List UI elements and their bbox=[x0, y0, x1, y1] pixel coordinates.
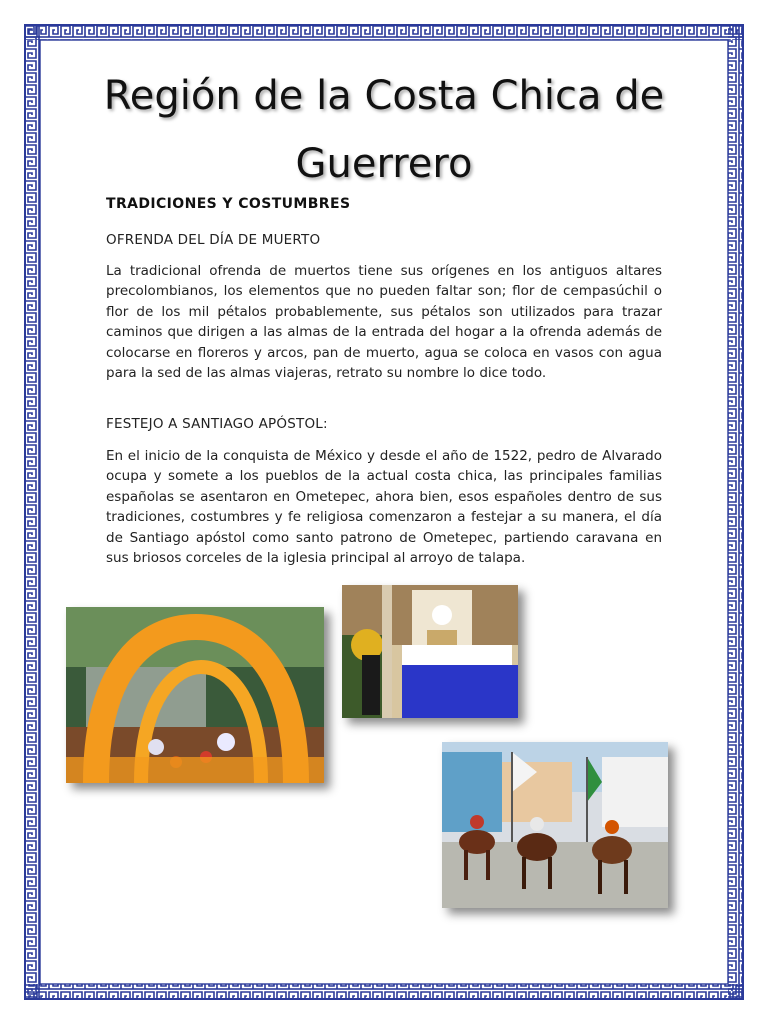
paragraph-ofrenda: La tradicional ofrenda de muertos tiene sus orígenes en los antiguos altares precolombianos, los elementos que no pueden faltar son; flor de cempasúchil o flor de los mil pétalos probablemente, sus pétalos son utilizados para trazar caminos que dirigen a las almas de la entrada del hogar a la ofrenda además de colocarse en floreros y arcos, pan de muerto, agua se coloca en vasos con agua para la sed de las almas viajeras, retrato su nombre lo dice todo. bbox=[106, 263, 662, 382]
section-heading: TRADICIONES Y COSTUMBRES bbox=[106, 196, 351, 212]
church-altar-photo bbox=[342, 585, 518, 718]
page-title: Región de la Costa Chica de Guerrero bbox=[103, 73, 665, 187]
horse-parade-photo bbox=[442, 742, 668, 908]
subheading-ofrenda: OFRENDA DEL DÍA DE MUERTO bbox=[106, 232, 321, 248]
ofrenda-arch-photo bbox=[66, 607, 324, 783]
subheading-santiago: FESTEJO A SANTIAGO APÓSTOL: bbox=[106, 416, 328, 432]
paragraph-santiago: En el inicio de la conquista de México y desde el año de 1522, pedro de Alvarado ocupa y somete a los pueblos de la actual costa chica, las principales familias españolas se asentaron en Ometepec, ahora bien, esos españoles dentro de sus tradiciones, costumbres y fe religiosa comenzaron a festejar a su manera, el día de Santiago apóstol como santo patrono de Ometepec, partiendo caravana en sus briosos corceles de la iglesia principal al arroyo de talapa. bbox=[106, 448, 662, 567]
